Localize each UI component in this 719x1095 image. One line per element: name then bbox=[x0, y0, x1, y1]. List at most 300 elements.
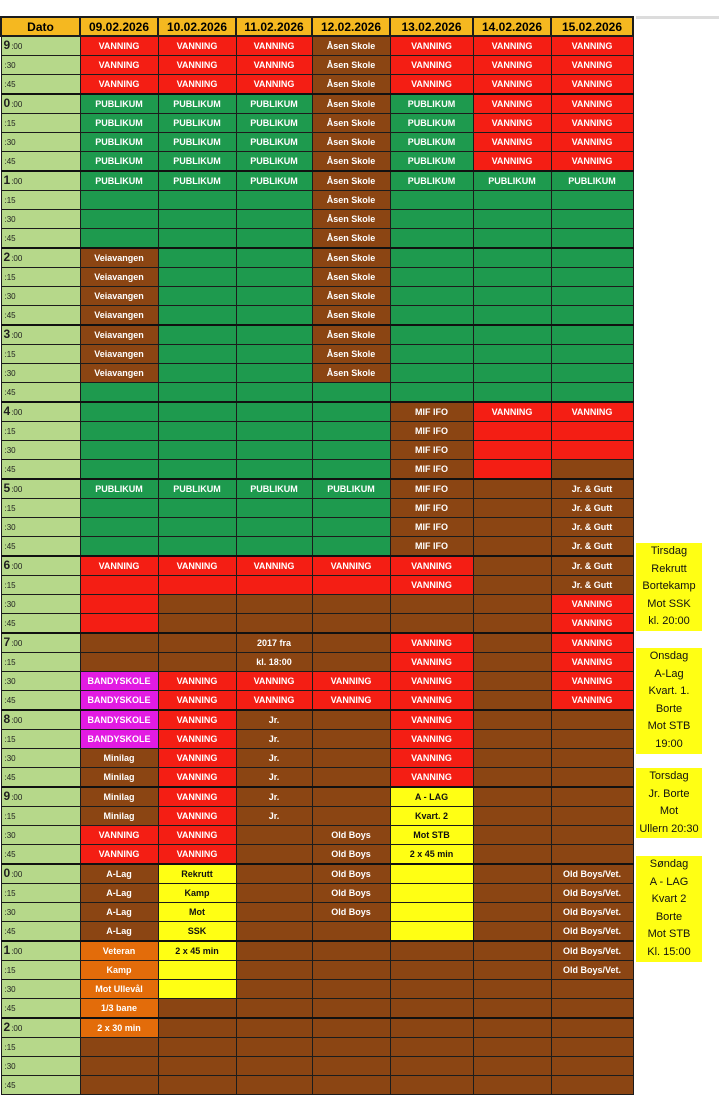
minute-label: :30 bbox=[4, 292, 16, 301]
booking-cell: VANNING bbox=[473, 94, 551, 114]
booking-cell: VANNING bbox=[551, 402, 633, 422]
booking-cell: VANNING bbox=[473, 152, 551, 172]
booking-cell bbox=[473, 826, 551, 845]
time-cell bbox=[1, 768, 80, 788]
table-row bbox=[1, 287, 633, 306]
booking-cell bbox=[312, 730, 390, 749]
booking-cell bbox=[551, 1057, 633, 1076]
booking-cell bbox=[473, 633, 551, 653]
booking-cell: VANNING bbox=[158, 56, 236, 75]
booking-cell: Jr. bbox=[236, 710, 312, 730]
booking-cell bbox=[473, 961, 551, 980]
booking-cell: Veiavangen bbox=[80, 248, 158, 268]
note-line: Borte bbox=[655, 910, 683, 923]
booking-cell: VANNING bbox=[158, 672, 236, 691]
table-row bbox=[1, 306, 633, 326]
booking-cell bbox=[236, 1057, 312, 1076]
booking-cell bbox=[312, 710, 390, 730]
booking-cell: VANNING bbox=[390, 768, 473, 788]
table-row bbox=[1, 499, 633, 518]
booking-cell bbox=[551, 460, 633, 480]
time-cell bbox=[1, 75, 80, 95]
booking-cell: PUBLIKUM bbox=[236, 94, 312, 114]
booking-cell bbox=[390, 884, 473, 903]
booking-cell bbox=[473, 383, 551, 403]
time-cell bbox=[1, 1038, 80, 1057]
booking-cell: Old Boys bbox=[312, 884, 390, 903]
booking-cell bbox=[473, 922, 551, 942]
booking-cell: PUBLIKUM bbox=[236, 152, 312, 172]
booking-cell: Åsen Skole bbox=[312, 191, 390, 210]
booking-cell bbox=[312, 422, 390, 441]
minute-label: :30 bbox=[4, 600, 16, 609]
hour-label: 9 bbox=[3, 38, 11, 52]
booking-cell: Åsen Skole bbox=[312, 325, 390, 345]
table-row bbox=[1, 268, 633, 287]
booking-cell bbox=[473, 1018, 551, 1038]
booking-cell bbox=[312, 595, 390, 614]
booking-cell bbox=[473, 807, 551, 826]
booking-cell: A-Lag bbox=[80, 864, 158, 884]
booking-cell: PUBLIKUM bbox=[158, 479, 236, 499]
booking-cell: Jr. & Gutt bbox=[551, 479, 633, 499]
time-cell bbox=[1, 171, 80, 191]
booking-cell bbox=[551, 807, 633, 826]
table-row bbox=[1, 941, 633, 961]
booking-cell bbox=[312, 922, 390, 942]
booking-cell bbox=[236, 614, 312, 634]
booking-cell: VANNING bbox=[551, 672, 633, 691]
booking-cell: 1/3 bane bbox=[80, 999, 158, 1019]
booking-cell bbox=[236, 1018, 312, 1038]
booking-cell bbox=[473, 460, 551, 480]
booking-cell: VANNING bbox=[390, 691, 473, 711]
booking-cell: Jr. bbox=[236, 787, 312, 807]
booking-cell bbox=[158, 287, 236, 306]
booking-cell: Åsen Skole bbox=[312, 287, 390, 306]
booking-cell: VANNING bbox=[473, 114, 551, 133]
hour-label: 2 bbox=[3, 1020, 11, 1034]
hour-label: 0 bbox=[3, 866, 11, 880]
booking-cell: PUBLIKUM bbox=[158, 133, 236, 152]
booking-cell: VANNING bbox=[390, 56, 473, 75]
booking-cell bbox=[158, 499, 236, 518]
time-cell bbox=[1, 576, 80, 595]
booking-cell: VANNING bbox=[158, 749, 236, 768]
booking-cell bbox=[236, 345, 312, 364]
booking-cell: A-Lag bbox=[80, 922, 158, 942]
note-line: Bortekamp bbox=[642, 580, 696, 593]
minute-label: :00 bbox=[11, 177, 23, 186]
booking-cell bbox=[236, 922, 312, 942]
booking-cell bbox=[80, 383, 158, 403]
booking-cell: VANNING bbox=[236, 556, 312, 576]
booking-cell bbox=[473, 537, 551, 557]
time-cell bbox=[1, 749, 80, 768]
booking-cell: Veiavangen bbox=[80, 287, 158, 306]
minute-label: :15 bbox=[4, 273, 16, 282]
booking-cell bbox=[390, 229, 473, 249]
table-row bbox=[1, 152, 633, 172]
booking-cell bbox=[473, 1038, 551, 1057]
booking-cell: VANNING bbox=[80, 56, 158, 75]
time-cell bbox=[1, 460, 80, 480]
minute-label: :30 bbox=[4, 215, 16, 224]
booking-cell: PUBLIKUM bbox=[551, 171, 633, 191]
booking-cell: MIF IFO bbox=[390, 422, 473, 441]
time-cell bbox=[1, 402, 80, 422]
booking-cell: A-Lag bbox=[80, 884, 158, 903]
booking-cell bbox=[473, 345, 551, 364]
booking-cell: Jr. & Gutt bbox=[551, 499, 633, 518]
minute-label: :45 bbox=[4, 773, 16, 782]
booking-cell: VANNING bbox=[390, 36, 473, 56]
booking-cell bbox=[158, 595, 236, 614]
header-row bbox=[1, 17, 633, 36]
note-line: A - LAG bbox=[649, 875, 689, 888]
booking-cell: 2 x 45 min bbox=[158, 941, 236, 961]
booking-cell bbox=[473, 595, 551, 614]
table-row bbox=[1, 980, 633, 999]
booking-cell bbox=[473, 518, 551, 537]
booking-cell bbox=[80, 191, 158, 210]
booking-cell bbox=[312, 961, 390, 980]
booking-cell bbox=[390, 999, 473, 1019]
booking-cell: A - LAG bbox=[390, 787, 473, 807]
booking-cell bbox=[551, 826, 633, 845]
booking-cell: Åsen Skole bbox=[312, 345, 390, 364]
booking-cell: VANNING bbox=[551, 36, 633, 56]
booking-cell bbox=[390, 941, 473, 961]
booking-cell: Åsen Skole bbox=[312, 94, 390, 114]
booking-cell: Minilag bbox=[80, 787, 158, 807]
minute-label: :45 bbox=[4, 927, 16, 936]
table-row bbox=[1, 441, 633, 460]
minute-label: :00 bbox=[11, 716, 23, 725]
booking-cell: VANNING bbox=[236, 75, 312, 95]
minute-label: :00 bbox=[11, 42, 23, 51]
table-row bbox=[1, 518, 633, 537]
note-line: kl. 20:00 bbox=[648, 615, 690, 628]
booking-cell: VANNING bbox=[551, 152, 633, 172]
minute-label: :00 bbox=[11, 408, 23, 417]
time-cell bbox=[1, 884, 80, 903]
booking-cell: Minilag bbox=[80, 807, 158, 826]
minute-label: :00 bbox=[11, 562, 23, 571]
time-cell bbox=[1, 210, 80, 229]
booking-cell bbox=[551, 710, 633, 730]
booking-cell bbox=[236, 191, 312, 210]
booking-cell bbox=[551, 1076, 633, 1095]
table-row bbox=[1, 325, 633, 345]
booking-cell: VANNING bbox=[551, 595, 633, 614]
booking-cell bbox=[473, 653, 551, 672]
date-column-header: Dato bbox=[1, 17, 80, 36]
minute-label: :45 bbox=[4, 850, 16, 859]
booking-cell: Jr. bbox=[236, 807, 312, 826]
booking-cell bbox=[80, 614, 158, 634]
minute-label: :45 bbox=[4, 542, 16, 551]
booking-cell: VANNING bbox=[80, 36, 158, 56]
booking-cell bbox=[236, 980, 312, 999]
booking-cell: Åsen Skole bbox=[312, 133, 390, 152]
hour-label: 1 bbox=[3, 173, 11, 187]
booking-cell: PUBLIKUM bbox=[236, 171, 312, 191]
time-cell bbox=[1, 556, 80, 576]
booking-cell bbox=[236, 595, 312, 614]
time-cell bbox=[1, 1018, 80, 1038]
booking-cell: Veiavangen bbox=[80, 325, 158, 345]
booking-cell bbox=[551, 287, 633, 306]
date-header: 11.02.2026 bbox=[236, 17, 312, 36]
table-row bbox=[1, 133, 633, 152]
booking-cell: VANNING bbox=[158, 730, 236, 749]
booking-cell: VANNING bbox=[551, 614, 633, 634]
booking-cell bbox=[473, 248, 551, 268]
time-cell bbox=[1, 787, 80, 807]
booking-cell bbox=[80, 518, 158, 537]
booking-cell bbox=[80, 595, 158, 614]
booking-cell bbox=[473, 441, 551, 460]
table-row bbox=[1, 710, 633, 730]
booking-cell: PUBLIKUM bbox=[236, 479, 312, 499]
booking-cell: Minilag bbox=[80, 749, 158, 768]
booking-cell bbox=[80, 499, 158, 518]
booking-cell bbox=[236, 1076, 312, 1095]
minute-label: :00 bbox=[11, 793, 23, 802]
note-line: Borte bbox=[655, 702, 683, 715]
time-cell bbox=[1, 248, 80, 268]
booking-cell: PUBLIKUM bbox=[390, 114, 473, 133]
table-row bbox=[1, 1057, 633, 1076]
booking-cell: PUBLIKUM bbox=[473, 171, 551, 191]
booking-cell: VANNING bbox=[473, 402, 551, 422]
booking-cell: MIF IFO bbox=[390, 460, 473, 480]
booking-cell bbox=[80, 1057, 158, 1076]
booking-cell bbox=[80, 633, 158, 653]
booking-cell: Åsen Skole bbox=[312, 56, 390, 75]
booking-cell bbox=[158, 364, 236, 383]
booking-cell: Kvart. 2 bbox=[390, 807, 473, 826]
minute-label: :00 bbox=[11, 331, 23, 340]
date-header: 12.02.2026 bbox=[312, 17, 390, 36]
booking-cell: Åsen Skole bbox=[312, 210, 390, 229]
booking-cell: PUBLIKUM bbox=[158, 171, 236, 191]
table-row bbox=[1, 229, 633, 249]
booking-cell bbox=[473, 749, 551, 768]
booking-cell: Old Boys/Vet. bbox=[551, 884, 633, 903]
booking-cell bbox=[473, 268, 551, 287]
booking-cell bbox=[236, 499, 312, 518]
booking-cell: PUBLIKUM bbox=[312, 479, 390, 499]
date-header: 15.02.2026 bbox=[551, 17, 633, 36]
time-cell bbox=[1, 864, 80, 884]
booking-cell bbox=[158, 537, 236, 557]
booking-cell bbox=[390, 903, 473, 922]
booking-cell bbox=[390, 614, 473, 634]
booking-cell: BANDYSKOLE bbox=[80, 672, 158, 691]
time-cell bbox=[1, 903, 80, 922]
booking-cell bbox=[551, 306, 633, 326]
booking-cell: Åsen Skole bbox=[312, 36, 390, 56]
minute-label: :45 bbox=[4, 696, 16, 705]
booking-cell bbox=[158, 383, 236, 403]
booking-cell bbox=[390, 248, 473, 268]
booking-cell: 2017 fra bbox=[236, 633, 312, 653]
booking-cell: PUBLIKUM bbox=[390, 133, 473, 152]
booking-cell: Minilag bbox=[80, 768, 158, 788]
booking-cell: VANNING bbox=[158, 826, 236, 845]
time-cell bbox=[1, 941, 80, 961]
time-cell bbox=[1, 422, 80, 441]
booking-cell bbox=[390, 210, 473, 229]
booking-cell: PUBLIKUM bbox=[158, 94, 236, 114]
booking-cell: MIF IFO bbox=[390, 518, 473, 537]
time-cell bbox=[1, 94, 80, 114]
time-cell bbox=[1, 730, 80, 749]
booking-cell: VANNING bbox=[158, 691, 236, 711]
table-row bbox=[1, 730, 633, 749]
table-row bbox=[1, 807, 633, 826]
booking-cell bbox=[158, 345, 236, 364]
schedule-table bbox=[0, 16, 634, 1095]
minute-label: :30 bbox=[4, 523, 16, 532]
time-cell bbox=[1, 961, 80, 980]
time-cell bbox=[1, 614, 80, 634]
time-cell bbox=[1, 710, 80, 730]
booking-cell bbox=[473, 941, 551, 961]
time-cell bbox=[1, 479, 80, 499]
booking-cell bbox=[236, 518, 312, 537]
booking-cell bbox=[236, 826, 312, 845]
booking-cell: PUBLIKUM bbox=[158, 114, 236, 133]
minute-label: :15 bbox=[4, 119, 16, 128]
booking-cell: PUBLIKUM bbox=[158, 152, 236, 172]
booking-cell bbox=[551, 191, 633, 210]
match-note bbox=[636, 768, 702, 838]
booking-cell bbox=[158, 402, 236, 422]
booking-cell bbox=[236, 402, 312, 422]
booking-cell bbox=[236, 383, 312, 403]
booking-cell: VANNING bbox=[312, 556, 390, 576]
booking-cell bbox=[236, 903, 312, 922]
booking-cell bbox=[80, 229, 158, 249]
hour-label: 6 bbox=[3, 558, 11, 572]
booking-cell: BANDYSKOLE bbox=[80, 691, 158, 711]
hour-label: 2 bbox=[3, 250, 11, 264]
booking-cell bbox=[236, 576, 312, 595]
time-cell bbox=[1, 537, 80, 557]
booking-cell: VANNING bbox=[158, 787, 236, 807]
booking-cell bbox=[312, 999, 390, 1019]
booking-cell: Old Boys/Vet. bbox=[551, 922, 633, 942]
table-row bbox=[1, 768, 633, 788]
table-row bbox=[1, 345, 633, 364]
booking-cell: VANNING bbox=[551, 75, 633, 95]
booking-cell: VANNING bbox=[390, 730, 473, 749]
hour-label: 8 bbox=[3, 712, 11, 726]
table-row bbox=[1, 383, 633, 403]
booking-cell bbox=[390, 595, 473, 614]
booking-cell: VANNING bbox=[473, 133, 551, 152]
booking-cell: Old Boys bbox=[312, 826, 390, 845]
booking-cell: VANNING bbox=[158, 845, 236, 865]
table-row bbox=[1, 1038, 633, 1057]
booking-cell bbox=[236, 441, 312, 460]
match-note bbox=[636, 543, 702, 631]
booking-cell bbox=[158, 1057, 236, 1076]
time-cell bbox=[1, 518, 80, 537]
minute-label: :45 bbox=[4, 465, 16, 474]
minute-label: :15 bbox=[4, 504, 16, 513]
booking-cell bbox=[473, 980, 551, 999]
booking-cell bbox=[158, 518, 236, 537]
time-cell bbox=[1, 653, 80, 672]
note-line: 19:00 bbox=[655, 737, 683, 750]
table-row bbox=[1, 961, 633, 980]
booking-cell bbox=[312, 614, 390, 634]
time-cell bbox=[1, 325, 80, 345]
booking-cell bbox=[158, 980, 236, 999]
table-row bbox=[1, 653, 633, 672]
booking-cell bbox=[551, 210, 633, 229]
booking-cell bbox=[80, 576, 158, 595]
booking-cell bbox=[158, 653, 236, 672]
booking-cell bbox=[236, 229, 312, 249]
booking-cell: Veiavangen bbox=[80, 306, 158, 326]
table-row bbox=[1, 749, 633, 768]
booking-cell: VANNING bbox=[312, 672, 390, 691]
booking-cell bbox=[390, 980, 473, 999]
booking-cell: Åsen Skole bbox=[312, 114, 390, 133]
booking-cell bbox=[312, 499, 390, 518]
booking-cell: 2 x 30 min bbox=[80, 1018, 158, 1038]
booking-cell: VANNING bbox=[473, 75, 551, 95]
booking-cell: VANNING bbox=[236, 691, 312, 711]
booking-cell bbox=[312, 576, 390, 595]
table-row bbox=[1, 1076, 633, 1095]
booking-cell: Jr. bbox=[236, 730, 312, 749]
note-line: Mot SSK bbox=[647, 597, 691, 610]
minute-label: :00 bbox=[11, 254, 23, 263]
booking-cell: Old Boys/Vet. bbox=[551, 903, 633, 922]
booking-cell bbox=[312, 768, 390, 788]
table-row bbox=[1, 864, 633, 884]
booking-cell: Jr. bbox=[236, 749, 312, 768]
booking-cell: Jr. bbox=[236, 768, 312, 788]
time-cell bbox=[1, 595, 80, 614]
booking-cell bbox=[390, 961, 473, 980]
booking-cell bbox=[551, 768, 633, 788]
booking-cell bbox=[551, 229, 633, 249]
note-line: Søndag bbox=[649, 858, 689, 870]
booking-cell: SSK bbox=[158, 922, 236, 942]
booking-cell bbox=[236, 325, 312, 345]
booking-cell bbox=[312, 441, 390, 460]
booking-cell: kl. 18:00 bbox=[236, 653, 312, 672]
match-note bbox=[636, 856, 702, 962]
booking-cell: A-Lag bbox=[80, 903, 158, 922]
time-cell bbox=[1, 1076, 80, 1095]
booking-cell bbox=[158, 460, 236, 480]
time-cell bbox=[1, 229, 80, 249]
booking-cell bbox=[473, 422, 551, 441]
booking-cell bbox=[473, 325, 551, 345]
table-row bbox=[1, 537, 633, 557]
booking-cell: VANNING bbox=[80, 556, 158, 576]
booking-cell bbox=[158, 441, 236, 460]
booking-cell bbox=[158, 1018, 236, 1038]
